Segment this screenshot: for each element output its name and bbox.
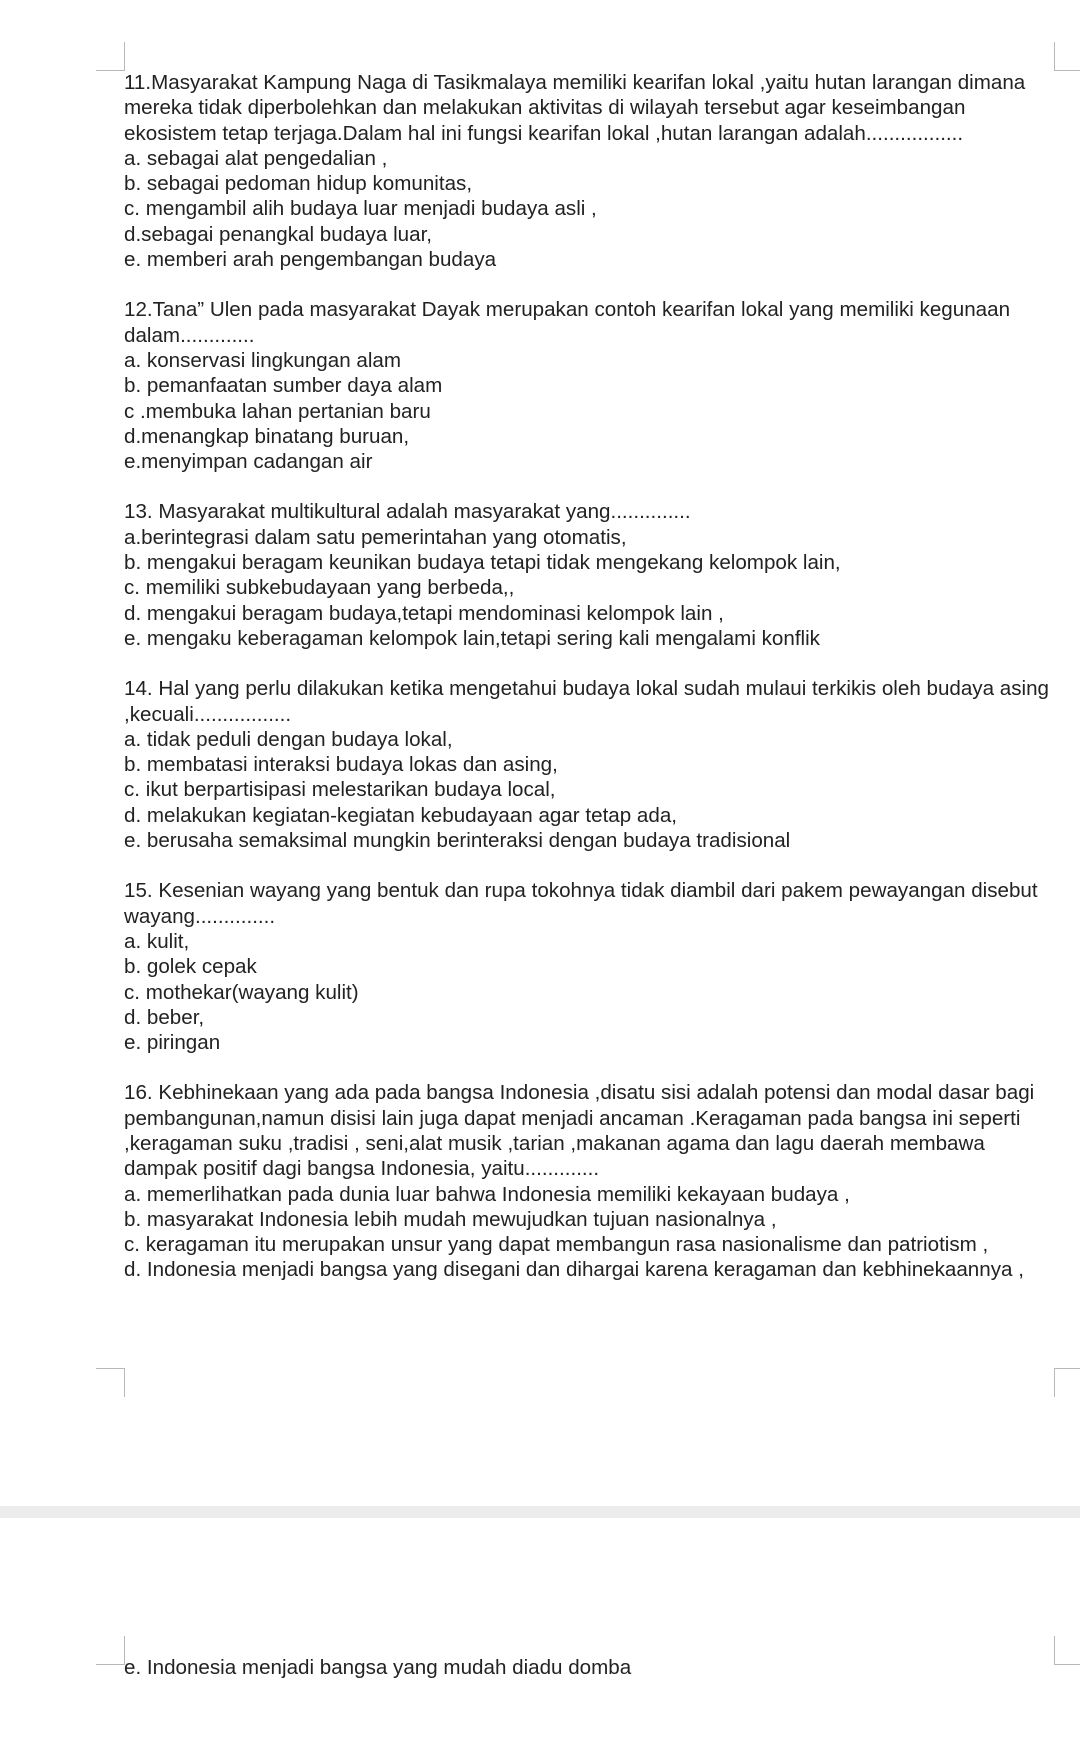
crop-mark-top-right: [1054, 42, 1080, 71]
option-c: c. mothekar(wayang kulit): [124, 980, 359, 1004]
option-c: c. keragaman itu merupakan unsur yang dapat membangun rasa nasionalisme dan patriotism ,: [124, 1233, 989, 1257]
option-d: d.sebagai penangkal budaya luar,: [124, 222, 433, 246]
option-d: d. melakukan kegiatan-kegiatan kebudayaan agar tetap ada,: [124, 803, 677, 827]
option-c: c .membuka lahan pertanian baru: [124, 399, 431, 423]
question-text: 13. Masyarakat multikultural adalah masyarakat yang..............: [124, 500, 691, 524]
crop-mark-bottom-left: [96, 1368, 125, 1397]
option-b: b. membatasi interaksi budaya lokas dan asing,: [124, 753, 558, 777]
option-a: a. sebagai alat pengedalian ,: [124, 146, 388, 170]
option-e: e. mengaku keberagaman kelompok lain,tetapi sering kali mengalami konflik: [124, 626, 820, 650]
question-16: [124, 1080, 1054, 1282]
option-b: b. mengakui beragam keunikan budaya tetapi tidak mengekang kelompok lain,: [124, 551, 841, 575]
page2-content: [124, 1655, 1054, 1680]
option-e: e. piringan: [124, 1031, 221, 1055]
option-d: d. Indonesia menjadi bangsa yang disegani dan dihargai karena keragaman dan kebhinekaannya ,: [124, 1258, 1024, 1282]
option-a: a. tidak peduli dengan budaya lokal,: [124, 727, 453, 751]
question-text: 11.Masyarakat Kampung Naga di Tasikmalaya memiliki kearifan lokal ,yaitu hutan larangan dimana mereka tidak diperbolehkan dan melakukan aktivitas di wilayah tersebut agar keseimbangan ekosistem tetap terjaga.Dalam hal ini fungsi kearifan lokal ,hutan larangan adalah.................: [124, 71, 1026, 145]
crop-mark-top-right: [1054, 1636, 1080, 1665]
crop-mark-top-left: [96, 1636, 125, 1665]
question-13: [124, 499, 1054, 651]
question-14: [124, 676, 1054, 853]
document-page-2: [0, 1518, 1080, 1744]
page-separator: [0, 1506, 1080, 1518]
option-e: e. Indonesia menjadi bangsa yang mudah diadu domba: [124, 1656, 632, 1679]
option-e: e. berusaha semaksimal mungkin berinteraksi dengan budaya tradisional: [124, 829, 791, 853]
option-b: b. masyarakat Indonesia lebih mudah mewujudkan tujuan nasionalnya ,: [124, 1207, 777, 1231]
crop-mark-top-left: [96, 42, 125, 71]
option-d: d. beber,: [124, 1005, 205, 1029]
option-b: b. golek cepak: [124, 955, 257, 979]
question-list: [124, 70, 1054, 1308]
option-e: e. memberi arah pengembangan budaya: [124, 248, 497, 272]
option-a: a. memerlihatkan pada dunia luar bahwa Indonesia memiliki kekayaan budaya ,: [124, 1182, 850, 1206]
option-e: e.menyimpan cadangan air: [124, 450, 373, 474]
question-text: 16. Kebhinekaan yang ada pada bangsa Indonesia ,disatu sisi adalah potensi dan modal dasar bagi pembangunan,namun disisi lain juga dapat menjadi ancaman .Keragaman pada bangsa ini seperti ,keragaman suku ,tradisi , seni,alat musik ,tarian ,makanan agama dan lagu daerah membawa dampak positif dagi bangsa Indonesia, yaitu.............: [124, 1081, 1035, 1181]
option-a: a.berintegrasi dalam satu pemerintahan yang otomatis,: [124, 525, 627, 549]
question-text: 12.Tana” Ulen pada masyarakat Dayak merupakan contoh kearifan lokal yang memiliki kegunaan dalam.............: [124, 298, 1011, 347]
option-b: b. pemanfaatan sumber daya alam: [124, 374, 443, 398]
question-text: 15. Kesenian wayang yang bentuk dan rupa tokohnya tidak diambil dari pakem pewayangan disebut wayang..............: [124, 879, 1038, 928]
option-b: b. sebagai pedoman hidup komunitas,: [124, 172, 473, 196]
option-c: c. ikut berpartisipasi melestarikan budaya local,: [124, 778, 556, 802]
option-a: a. kulit,: [124, 929, 190, 953]
question-text: 14. Hal yang perlu dilakukan ketika mengetahui budaya lokal sudah mulaui terkikis oleh budaya asing ,kecuali.................: [124, 677, 1050, 726]
question-12: [124, 297, 1054, 474]
option-d: d. mengakui beragam budaya,tetapi mendominasi kelompok lain ,: [124, 601, 724, 625]
option-a: a. konservasi lingkungan alam: [124, 348, 402, 372]
option-d: d.menangkap binatang buruan,: [124, 424, 410, 448]
option-c: c. mengambil alih budaya luar menjadi budaya asli ,: [124, 197, 597, 221]
question-15: [124, 878, 1054, 1055]
option-c: c. memiliki subkebudayaan yang berbeda,,: [124, 576, 515, 600]
crop-mark-bottom-right: [1054, 1368, 1080, 1397]
question-11: [124, 70, 1054, 272]
